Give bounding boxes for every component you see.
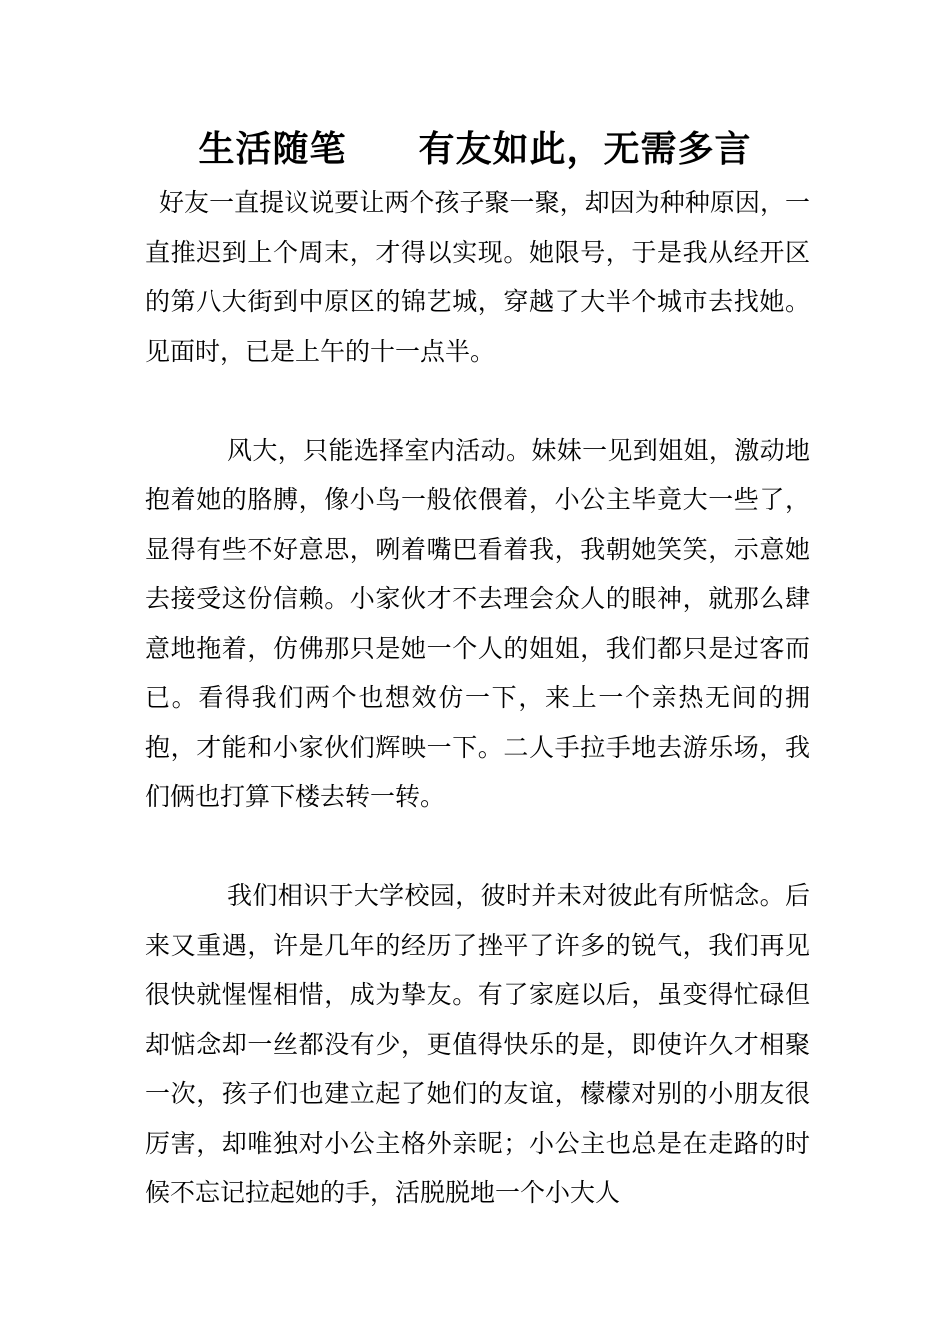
paragraph-2: 风大，只能选择室内活动。妹妹一见到姐姐，激动地抱着她的胳膊，像小鸟一般依偎着，小公主毕竟大一些了，显得有些不好意思，咧着嘴巴看着我，我朝她笑笑，示意她去接受这份信赖。小家伙才不去理会众人的眼神，就那么肆意地拖着，仿佛那只是她一个人的姐姐，我们都只是过客而已。看得我们两个也想效仿一下，来上一个亲热无间的拥抱，才能和小家伙们辉映一下。二人手拉手地去游乐场，我们俩也打算下楼去转一转。 (145, 435, 810, 811)
paragraph-3: 我们相识于大学校园，彼时并未对彼此有所惦念。后来又重遇，许是几年的经历了挫平了许多的锐气，我们再见很快就惺惺相惜，成为挚友。有了家庭以后，虽变得忙碌但却惦念却一丝都没有少，更值得快乐的是，即使许久才相聚一次，孩子们也建立起了她们的友谊，檬檬对别的小朋友很厉害，却唯独对小公主格外亲昵；小公主也总是在走路的时候不忘记拉起她的手，活脱脱地一个小大人 (145, 881, 810, 1207)
paragraph-1: 好友一直提议说要让两个孩子聚一聚，却因为种种原因，一直推迟到上个周末，才得以实现。她限号，于是我从经开区的第八大街到中原区的锦艺城，穿越了大半个城市去找她。见面时，已是上午的十一点半。 (145, 188, 810, 366)
document-body (145, 178, 810, 1218)
paragraph-spacer (145, 376, 810, 426)
document-title (0, 124, 950, 176)
paragraph-spacer (145, 822, 810, 872)
title-left: 生活随笔 (198, 129, 347, 170)
title-right: 有友如此，无需多言 (418, 129, 752, 170)
